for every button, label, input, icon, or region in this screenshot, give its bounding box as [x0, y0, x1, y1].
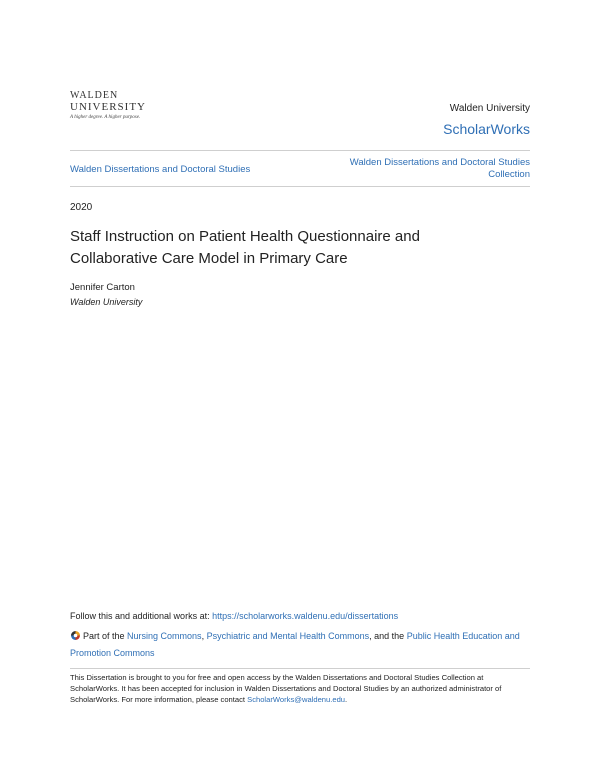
author-affiliation: Walden University	[70, 297, 143, 307]
author-name: Jennifer Carton	[70, 282, 135, 293]
access-notice-text: This Dissertation is brought to you for free and open access by the Walden Dissertations and Doctoral Studies Collection at ScholarWorks. It has been accepted for inclusion in Walden Dissertations and Doctoral Studies by an authorized administrator of ScholarWorks. For more information, please contact	[70, 673, 502, 704]
access-notice-end: .	[345, 695, 348, 704]
part-of-separator: ,	[201, 631, 207, 641]
document-title: Staff Instruction on Patient Health Questionnaire and Collaborative Care Model in Primary Care	[70, 228, 420, 267]
psychiatric-commons-link[interactable]: Psychiatric and Mental Health Commons	[206, 631, 370, 641]
scholarworks-link[interactable]: ScholarWorks	[443, 121, 530, 137]
dissertations-url-link[interactable]: https://scholarworks.waldenu.edu/dissertations	[212, 611, 399, 621]
logo-line-walden: WALDEN	[70, 90, 119, 101]
footer-divider	[70, 668, 530, 669]
logo-tagline: A higher degree. A higher purpose.	[70, 115, 141, 120]
access-notice	[70, 672, 530, 705]
follow-line	[70, 611, 398, 621]
part-of-connector: , and the	[369, 631, 407, 641]
institution-name: Walden University	[449, 103, 530, 114]
dissertations-link[interactable]: Walden Dissertations and Doctoral Studies	[70, 164, 251, 175]
publication-year: 2020	[70, 202, 93, 213]
part-of-line	[70, 628, 530, 662]
public-health-commons-link[interactable]: Public Health Education and Promotion Commons	[70, 631, 520, 658]
nursing-commons-link[interactable]: Nursing Commons	[127, 631, 202, 641]
part-of-prefix: Part of the	[83, 631, 128, 641]
logo-line-university: UNIVERSITY	[70, 101, 146, 113]
divider-bottom	[70, 186, 530, 187]
walden-logo	[70, 90, 190, 120]
divider-top	[70, 150, 530, 151]
follow-prefix: Follow this and additional works at:	[70, 611, 213, 621]
contact-email-link[interactable]: ScholarWorks@waldenu.edu	[247, 695, 346, 704]
collection-link[interactable]: Walden Dissertations and Doctoral Studies Collection	[349, 157, 530, 180]
bepress-icon	[70, 630, 81, 641]
